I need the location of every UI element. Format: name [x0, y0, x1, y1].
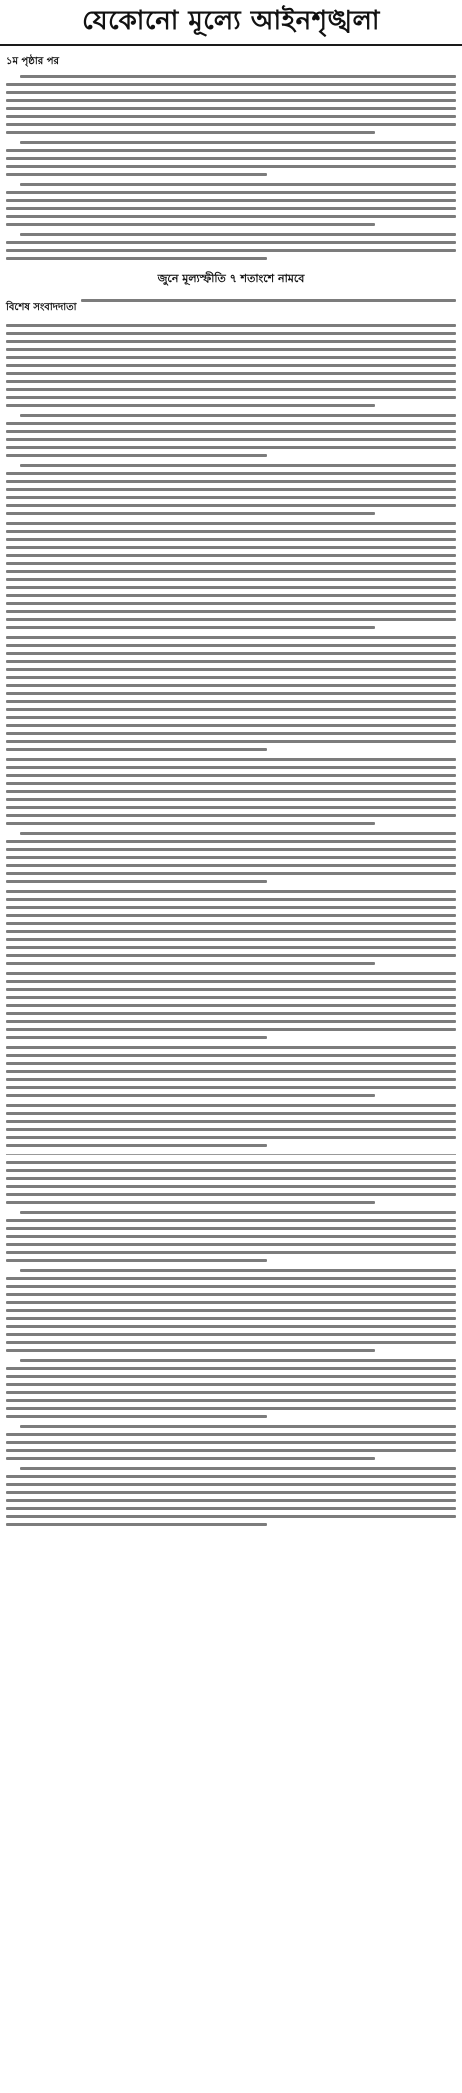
- article-paragraph: [6, 295, 456, 317]
- article-paragraph: [6, 1104, 456, 1147]
- masthead: [0, 0, 462, 46]
- article-paragraph: [6, 141, 456, 176]
- article-paragraph: [6, 832, 456, 883]
- article-paragraph: [6, 1467, 456, 1526]
- article-paragraph: [6, 636, 456, 751]
- section-divider: [6, 1154, 456, 1155]
- subheading-text: জুনে মূল্যস্ফীতি ৭ শতাংশে নামবে: [157, 272, 305, 285]
- article-paragraph: [6, 1046, 456, 1097]
- article-paragraph: [6, 972, 456, 1039]
- headline: যেকোনো মূল্যে আইনশৃঙ্খলা: [82, 6, 380, 36]
- article-paragraph: [6, 75, 456, 134]
- article-paragraph: [6, 758, 456, 825]
- article-paragraph: [6, 464, 456, 515]
- article-paragraph: [6, 183, 456, 226]
- article-paragraph: [6, 890, 456, 965]
- subheading: [6, 267, 456, 289]
- article-paragraph: [6, 522, 456, 629]
- article-paragraph: [6, 324, 456, 407]
- article-paragraph: [6, 1269, 456, 1352]
- article-paragraph: [6, 233, 456, 260]
- continued-from-label: ১ম পৃষ্ঠার পর: [6, 56, 59, 67]
- article-paragraph: [6, 1359, 456, 1418]
- article-paragraph: [6, 1425, 456, 1460]
- reporter-credit: বিশেষ সংবাদদাতা: [6, 302, 77, 313]
- article-paragraph: [6, 1211, 456, 1262]
- article-paragraph: [6, 414, 456, 457]
- article-paragraph: [6, 1161, 456, 1204]
